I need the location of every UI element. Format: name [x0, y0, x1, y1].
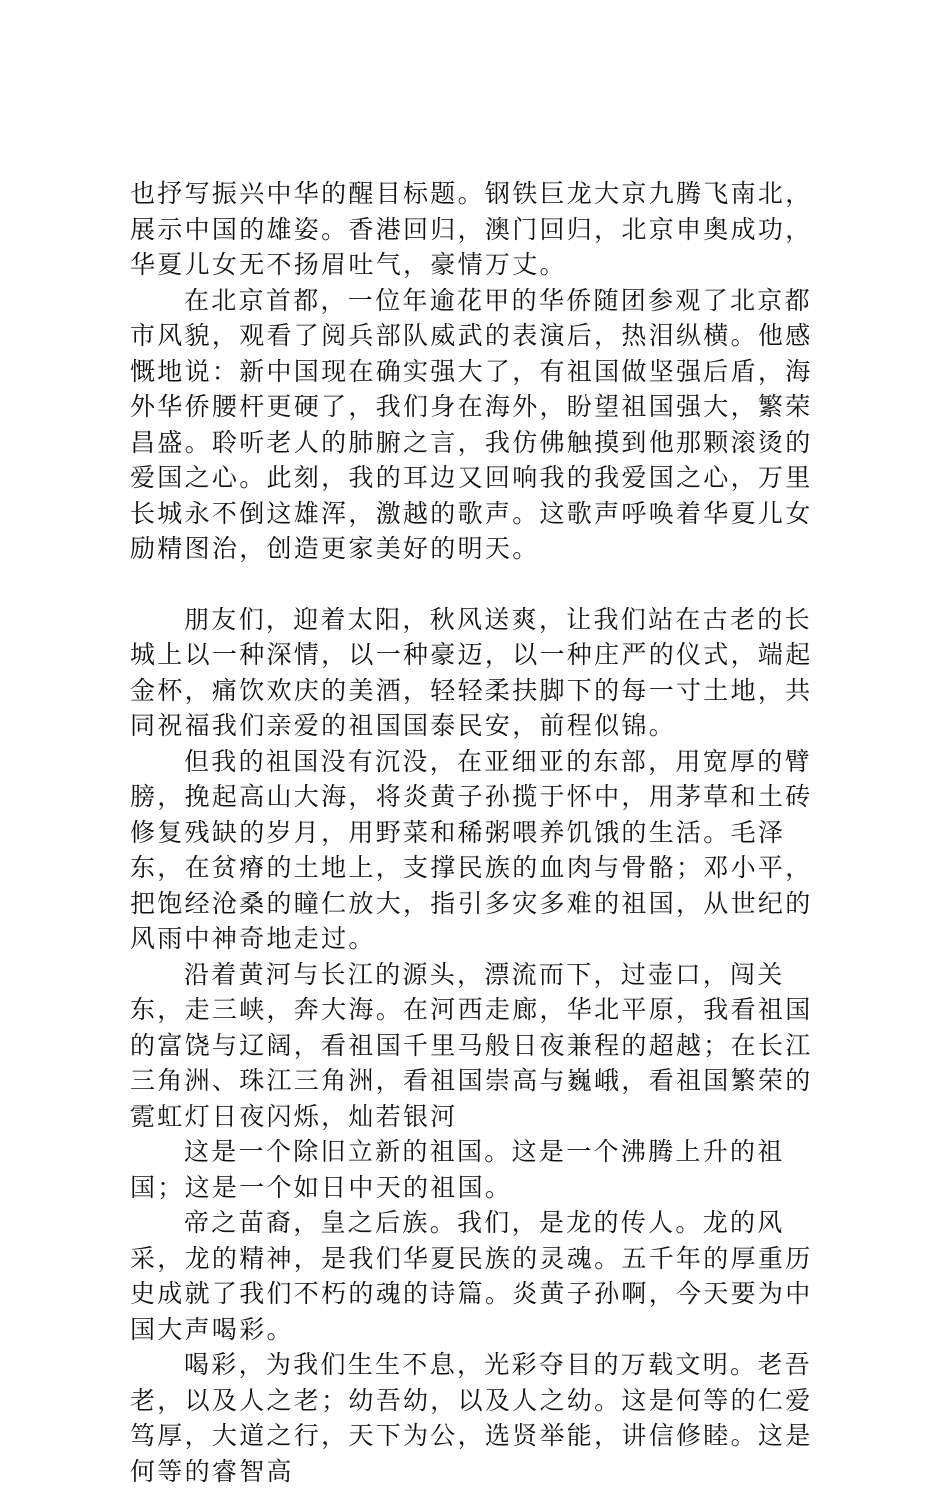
paragraph-overseas-chinese: 在北京首都，一位年逾花甲的华侨随团参观了北京都市风貌，观看了阅兵部队威武的表演后，热泪纵横。他感慨地说：新中国现在确实强大了，有祖国做坚强后盾，海外华侨腰杆更硬了，我们身在海外，盼望祖国强大，繁荣昌盛。聆听老人的肺腑之言，我仿佛触摸到他那颗滚烫的爱国之心。此刻，我的耳边又回响我的我爱国之心，万里长城永不倒这雄浑，激越的歌声。这歌声呼唤着华夏儿女励精图治，创造更家美好的明天。 [130, 285, 813, 563]
paragraph-spacer [130, 567, 835, 602]
body-text [130, 176, 835, 1489]
paragraph-dragon: 帝之苗裔，皇之后族。我们，是龙的传人。龙的风采，龙的精神，是我们华夏民族的灵魂。五千年的厚重历史成就了我们不朽的魂的诗篇。炎黄子孙啊，今天要为中国大声喝彩。 [130, 1208, 813, 1344]
paragraph-cheer: 喝彩，为我们生生不息，光彩夺目的万载文明。老吾老，以及人之老；幼吾幼，以及人之幼。这是何等的仁爱笃厚，大道之行，天下为公，选贤举能，讲信修睦。这是何等的睿智高 [130, 1350, 813, 1486]
paragraph-continued: 也抒写振兴中华的醒目标题。钢铁巨龙大京九腾飞南北，展示中国的雄姿。香港回归，澳门回归，北京申奥成功，华夏儿女无不扬眉吐气，豪情万丈。 [130, 179, 813, 279]
paragraph-new-motherland: 这是一个除旧立新的祖国。这是一个沸腾上升的祖国；这是一个如日中天的祖国。 [130, 1137, 785, 1202]
paragraph-rivers: 沿着黄河与长江的源头，漂流而下，过壶口，闯关东，走三峡，奔大海。在河西走廊，华北平原，我看祖国的富饶与辽阔，看祖国千里马般日夜兼程的超越；在长江三角洲、珠江三角洲，看祖国崇高与巍峨，看祖国繁荣的霓虹灯日夜闪烁，灿若银河 [130, 959, 813, 1131]
paragraph-motherland: 但我的祖国没有沉没，在亚细亚的东部，用宽厚的臂膀，挽起高山大海，将炎黄子孙揽于怀中，用茅草和土砖修复残缺的岁月，用野菜和稀粥喂养饥饿的生活。毛泽东，在贫瘠的土地上，支撑民族的血肉与骨骼；邓小平，把饱经沧桑的瞳仁放大，指引多灾多难的祖国，从世纪的风雨中神奇地走过。 [130, 746, 813, 953]
paragraph-friends: 朋友们，迎着太阳，秋风送爽，让我们站在古老的长城上以一种深情，以一种豪迈，以一种庄严的仪式，端起金杯，痛饮欢庆的美酒，轻轻柔扶脚下的每一寸土地，共同祝福我们亲爱的祖国国泰民安，前程似锦。 [130, 604, 813, 740]
